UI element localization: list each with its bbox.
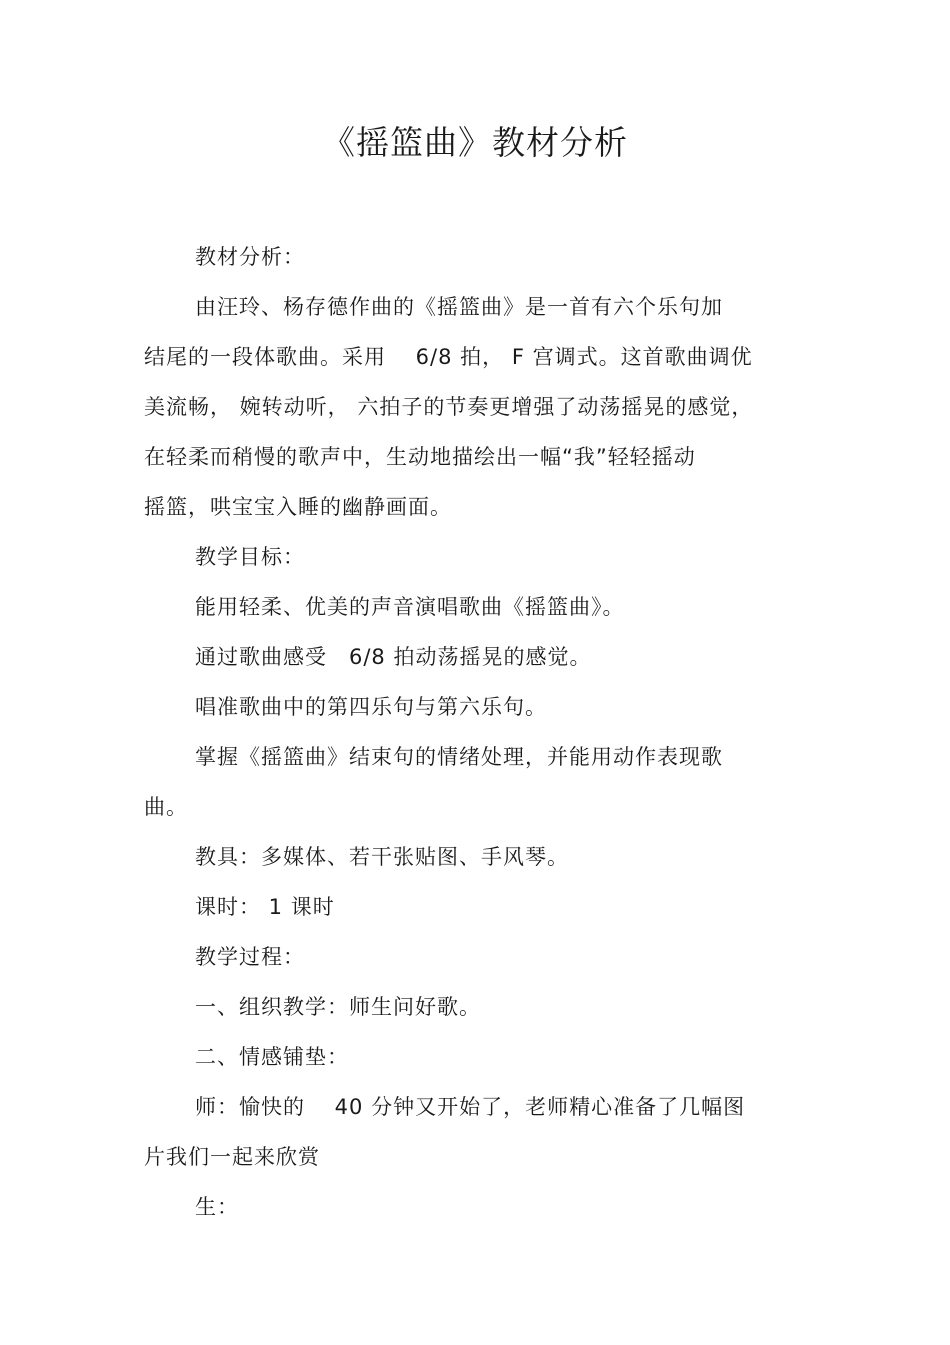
- paragraph-line: 教具：多媒体、若干张贴图、手风琴。: [195, 845, 569, 869]
- paragraph-line: 摇篮，哄宝宝入睡的幽静画面。: [144, 495, 452, 519]
- paragraph-line: 生：: [195, 1195, 239, 1219]
- paragraph-line: 能用轻柔、优美的声音演唱歌曲《摇篮曲》。: [195, 595, 625, 619]
- paragraph-line: 通过歌曲感受 6/8 拍动荡摇晃的感觉。: [195, 645, 592, 669]
- paragraph-line: 教学过程：: [195, 945, 305, 969]
- paragraph-line: 课时： 1 课时: [195, 895, 335, 919]
- paragraph-line: 唱准歌曲中的第四乐句与第六乐句。: [195, 695, 547, 719]
- paragraph-line: 曲。: [144, 795, 188, 819]
- paragraph-line: 二、情感铺垫：: [195, 1045, 349, 1069]
- paragraph-line: 师：愉快的 40 分钟又开始了，老师精心准备了几幅图: [195, 1095, 746, 1119]
- paragraph-line: 掌握《摇篮曲》结束句的情绪处理，并能用动作表现歌: [195, 745, 723, 769]
- paragraph-line: 美流畅， 婉转动听， 六拍子的节奏更增强了动荡摇晃的感觉，: [144, 395, 754, 419]
- paragraph-line: 由汪玲、杨存德作曲的《摇篮曲》是一首有六个乐句加: [195, 295, 723, 319]
- paragraph-line: 片我们一起来欣赏: [144, 1145, 320, 1169]
- paragraph-line: 一、组织教学：师生问好歌。: [195, 995, 481, 1019]
- page-title: 《摇篮曲》教材分析: [322, 123, 628, 162]
- paragraph-line: 在轻柔而稍慢的歌声中，生动地描绘出一幅“我”轻轻摇动: [144, 445, 696, 469]
- paragraph-line: 结尾的一段体歌曲。采用 6/8 拍， F 宫调式。这首歌曲调优: [144, 345, 753, 369]
- paragraph-line: 教学目标：: [195, 545, 305, 569]
- paragraph-line: 教材分析：: [195, 245, 305, 269]
